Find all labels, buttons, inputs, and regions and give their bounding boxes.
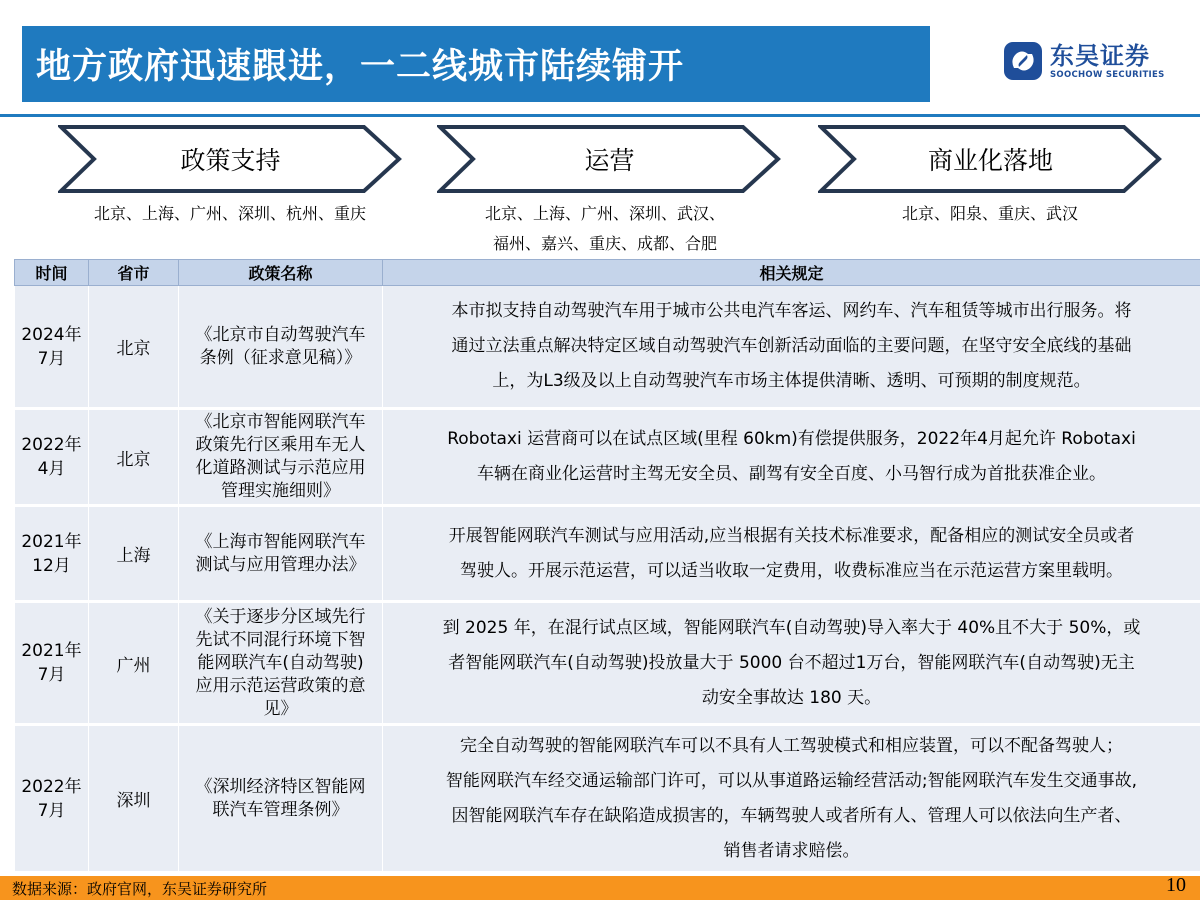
- cell-city: 深圳: [89, 725, 179, 873]
- time-line: 2022年: [21, 435, 82, 455]
- cell-city: 上海: [89, 506, 179, 602]
- name-line: 先试不同混行环境下智: [195, 629, 366, 650]
- cell-city: 北京: [89, 286, 179, 409]
- time-line: 4月: [37, 459, 66, 479]
- city-list-line: 福州、嘉兴、重庆、成都、合肥: [492, 234, 717, 253]
- cell-time: [15, 602, 89, 725]
- name-line: 《深圳经济特区智能网: [195, 776, 366, 797]
- page-number: 10: [1166, 874, 1186, 896]
- name-line: 《关于逐步分区域先行: [195, 606, 366, 627]
- time-line: 2021年: [21, 641, 82, 661]
- cell-policy-name: [179, 409, 383, 506]
- soochow-logo-icon: [1002, 40, 1044, 82]
- rule-line: 本市拟支持自动驾驶汽车用于城市公共电汽车客运、网约车、汽车租赁等城市出行服务。将: [451, 301, 1132, 321]
- header-time: 时间: [15, 260, 89, 286]
- stage-label: 商业化落地: [927, 146, 1053, 175]
- stage-label: 政策支持: [180, 146, 281, 175]
- name-line: 《北京市自动驾驶汽车: [195, 324, 366, 345]
- data-source-note: 数据来源：政府官网，东吴证券研究所: [12, 880, 268, 898]
- rule-line: Robotaxi 运营商可以在试点区域(里程 60km)有偿提供服务，2022年4月起允许 Robotaxi: [447, 429, 1136, 449]
- stage-operation-cities: [420, 199, 790, 259]
- name-line: 条例（征求意见稿）》: [199, 347, 362, 368]
- stage-policy-support: [58, 124, 403, 194]
- cell-city: 北京: [89, 409, 179, 506]
- title-bar: [22, 26, 930, 102]
- stage-policy-cities: [40, 199, 420, 229]
- table-row: [15, 409, 1200, 506]
- rule-line: 开展智能网联汽车测试与应用活动,应当根据有关技术标准要求，配备相应的测试安全员或者: [448, 525, 1135, 546]
- header-regulation: 相关规定: [383, 260, 1200, 286]
- cell-regulation: [383, 725, 1200, 873]
- rule-line: 因智能网联汽车存在缺陷造成损害的，车辆驾驶人或者所有人、管理人可以依法向生产者、: [451, 805, 1132, 826]
- cell-regulation: [383, 506, 1200, 602]
- table-row: [15, 286, 1200, 409]
- stage-commercialization: [818, 124, 1163, 194]
- table-row: [15, 602, 1200, 725]
- cell-time: [15, 286, 89, 409]
- name-line: 测试与应用管理办法》: [195, 554, 366, 575]
- name-line: 应用示范运营政策的意: [195, 675, 366, 696]
- name-line: 化道路测试与示范应用: [195, 458, 366, 478]
- time-line: 7月: [37, 665, 66, 685]
- brand-logo: [1002, 36, 1182, 86]
- time-line: 12月: [32, 555, 71, 576]
- rule-line: 驾驶人。开展示范运营，可以适当收取一定费用，收费标准应当在示范运营方案里载明。: [460, 560, 1123, 581]
- rule-line: 到 2025 年，在混行试点区域，智能网联汽车(自动驾驶)导入率大于 40%且不大于 50%，或: [442, 617, 1141, 638]
- rule-line: 动安全事故达 180 天。: [701, 687, 882, 708]
- logo-english-name: SOOCHOW SECURITIES: [1050, 70, 1165, 80]
- rule-line: 通过立法重点解决特定区域自动驾驶汽车创新活动面临的主要问题，在坚守安全底线的基础: [451, 336, 1132, 356]
- table-header-row: [15, 260, 1200, 286]
- stage-commercial-cities: [800, 199, 1180, 229]
- time-line: 7月: [37, 348, 66, 369]
- city-list-line: 北京、上海、广州、深圳、杭州、重庆: [93, 204, 366, 223]
- cell-policy-name: [179, 725, 383, 873]
- cell-regulation: [383, 409, 1200, 506]
- cell-time: [15, 506, 89, 602]
- cell-time: [15, 409, 89, 506]
- name-line: 能网联汽车(自动驾驶): [197, 652, 364, 673]
- name-line: 《上海市智能网联汽车: [195, 531, 366, 552]
- table-row: [15, 725, 1200, 873]
- stage-operation: [437, 124, 782, 194]
- page-title: 地方政府迅速跟进，一二线城市陆续铺开: [36, 47, 685, 87]
- table-row: [15, 506, 1200, 602]
- header-policy-name: 政策名称: [179, 260, 383, 286]
- cell-regulation: [383, 286, 1200, 409]
- name-line: 见》: [263, 698, 298, 719]
- rule-line: 车辆在商业化运营时主驾无安全员、副驾有安全百度、小马智行成为首批获准企业。: [477, 464, 1106, 484]
- logo-chinese-name: 东吴证券: [1050, 42, 1150, 70]
- header-city: 省市: [89, 260, 179, 286]
- policy-table: [14, 259, 1200, 874]
- rule-line: 完全自动驾驶的智能网联汽车可以不具有人工驾驶模式和相应装置，可以不配备驾驶人；: [460, 735, 1123, 756]
- name-line: 《北京市智能网联汽车: [195, 412, 366, 432]
- cell-policy-name: [179, 602, 383, 725]
- cell-policy-name: [179, 506, 383, 602]
- city-list-line: 北京、上海、广州、深圳、武汉、: [484, 204, 725, 223]
- cell-policy-name: [179, 286, 383, 409]
- cell-city: 广州: [89, 602, 179, 725]
- header-divider: [0, 114, 1200, 117]
- rule-line: 者智能网联汽车(自动驾驶)投放量大于 5000 台不超过1万台，智能网联汽车(自动驾驶)无主: [448, 652, 1135, 673]
- rule-line: 智能网联汽车经交通运输部门许可，可以从事道路运输经营活动;智能网联汽车发生交通事故,: [445, 770, 1138, 791]
- cell-regulation: [383, 602, 1200, 725]
- rule-line: 上，为L3级及以上自动驾驶汽车市场主体提供清晰、透明、可预期的制度规范。: [492, 371, 1091, 391]
- city-list-line: 北京、阳泉、重庆、武汉: [901, 204, 1078, 223]
- time-line: 2024年: [21, 324, 82, 345]
- name-line: 联汽车管理条例》: [212, 799, 349, 820]
- rule-line: 销售者请求赔偿。: [723, 840, 860, 861]
- name-line: 管理实施细则》: [221, 481, 340, 501]
- time-line: 7月: [37, 800, 66, 821]
- time-line: 2021年: [21, 531, 82, 552]
- cell-time: [15, 725, 89, 873]
- time-line: 2022年: [21, 776, 82, 797]
- name-line: 政策先行区乘用车无人: [195, 435, 366, 455]
- stage-label: 运营: [584, 146, 635, 175]
